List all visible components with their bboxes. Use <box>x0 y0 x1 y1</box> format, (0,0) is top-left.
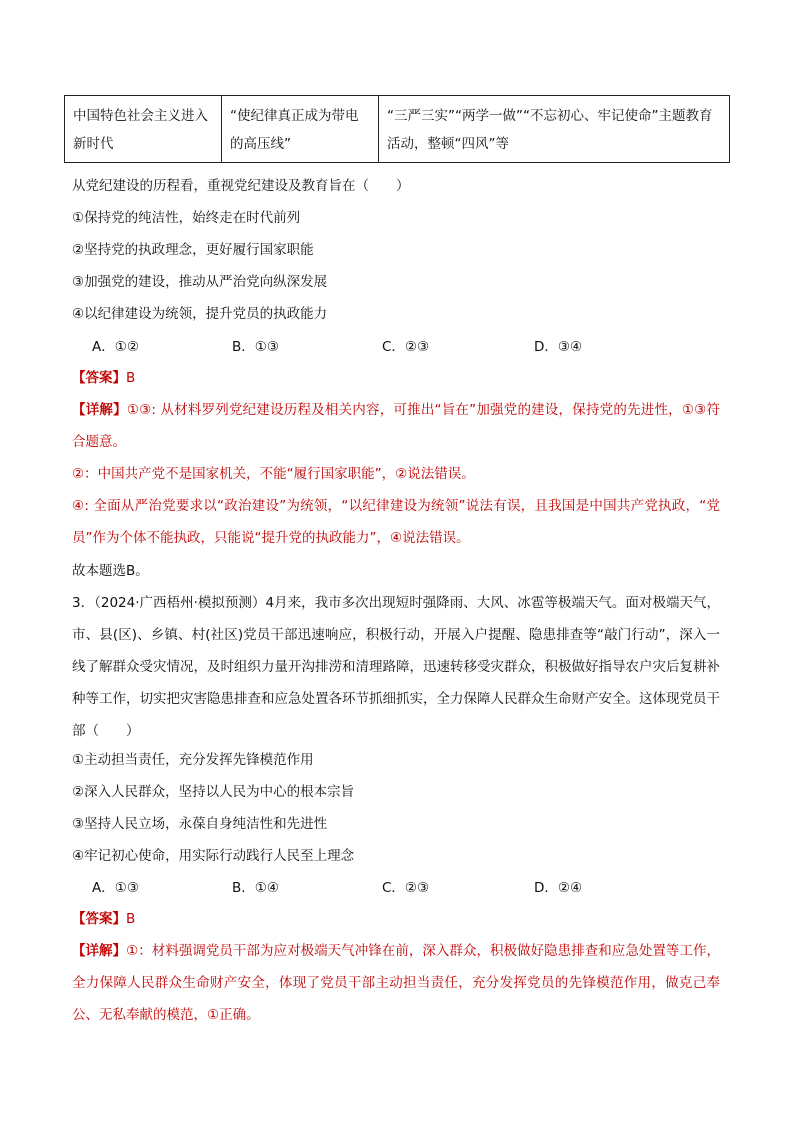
q3-statement-2: ②深入人民群众，坚持以人民为中心的根本宗旨 <box>72 784 355 800</box>
table-cell-quote: “使纪律真正成为带电的高压线” <box>222 96 379 163</box>
q2-statement-2: ②坚持党的执政理念，更好履行国家职能 <box>72 242 314 258</box>
table-cell-period: 中国特色社会主义进入新时代 <box>65 96 222 163</box>
q2-statement-1: ①保持党的纯洁性，始终走在时代前列 <box>72 210 301 226</box>
q3-answer <box>72 909 135 929</box>
q3-option-a: A．①③ <box>92 880 139 896</box>
q2-detail-1 <box>72 394 720 458</box>
q3-option-b: B．①④ <box>232 880 279 896</box>
q2-option-c: C．②③ <box>382 339 430 355</box>
q3-option-c: C．②③ <box>382 880 430 896</box>
table-row <box>65 96 730 163</box>
detail-label: 【详解】 <box>72 402 127 418</box>
q2-detail-2: ②：中国共产党不是国家机关，不能“履行国家职能”，②说法错误。 <box>72 466 475 482</box>
answer-value: B <box>126 370 136 386</box>
answer-label: 【答案】 <box>72 911 126 927</box>
q2-stem: 从党纪建设的历程看，重视党纪建设及教育旨在（ ） <box>72 178 410 194</box>
table-cell-activities: “三严三实”“两学一做”“不忘初心、牢记使命”主题教育活动，整顿“四风”等 <box>379 96 730 163</box>
q2-option-d: D．③④ <box>534 339 583 355</box>
q2-detail-3: ④: 全面从严治党要求以“政治建设”为统领，“以纪律建设为统领”说法有误，且我国是中国共产党执政，“党员”作为个体不能执政，只能说“提升党的执政能力”，④说法错误。 <box>72 498 720 546</box>
q3-option-d: D．②④ <box>534 880 583 896</box>
q2-statement-4: ④以纪律建设为统领，提升党员的执政能力 <box>72 306 328 322</box>
q2-option-b: B．①③ <box>232 339 279 355</box>
q2-option-a: A．①② <box>92 339 139 355</box>
q2-answer <box>72 368 135 388</box>
q3-statement-4: ④牢记初心使命，用实际行动践行人民至上理念 <box>72 848 355 864</box>
q3-detail-1 <box>72 935 720 1031</box>
q3-stem: 3．（2024·广西梧州·模拟预测）4月来，我市多次出现短时强降雨、大风、冰雹等极端天气。面对极端天气，市、县(区)、乡镇、村(社区)党员干部迅速响应，积极行动，开展入户提醒、隐患排查等“敲门行动”，深入一线了解群众受灾情况，及时组织力量开沟排涝和清理路障，迅速转移受灾群众，积极做好指导农户灾后复耕补种等工作，切实把灾害隐患排查和应急处置各环节抓细抓实，全力保障人民群众生命财产安全。这体现党员干部（ ） <box>72 595 720 739</box>
history-table <box>64 95 730 163</box>
q3-statement-1: ①主动担当责任，充分发挥先锋模范作用 <box>72 752 314 768</box>
detail-label: 【详解】 <box>72 943 127 959</box>
answer-value: B <box>126 911 136 927</box>
q2-conclusion: 故本题选B。 <box>72 563 149 579</box>
q2-statement-3: ③加强党的建设，推动从严治党向纵深发展 <box>72 274 328 290</box>
q3-statement-3: ③坚持人民立场，永葆自身纯洁性和先进性 <box>72 816 328 832</box>
answer-label: 【答案】 <box>72 370 126 386</box>
detail-text: ①：材料强调党员干部为应对极端天气冲锋在前，深入群众，积极做好隐患排查和应急处置等工作，全力保障人民群众生命财产安全，体现了党员干部主动担当责任，充分发挥党员的先锋模范作用，做克己奉公、无私奉献的模范，①正确。 <box>72 943 720 1023</box>
detail-text: ①③: 从材料罗列党纪建设历程及相关内容，可推出“旨在”加强党的建设，保持党的先进性，①③符合题意。 <box>72 402 720 450</box>
